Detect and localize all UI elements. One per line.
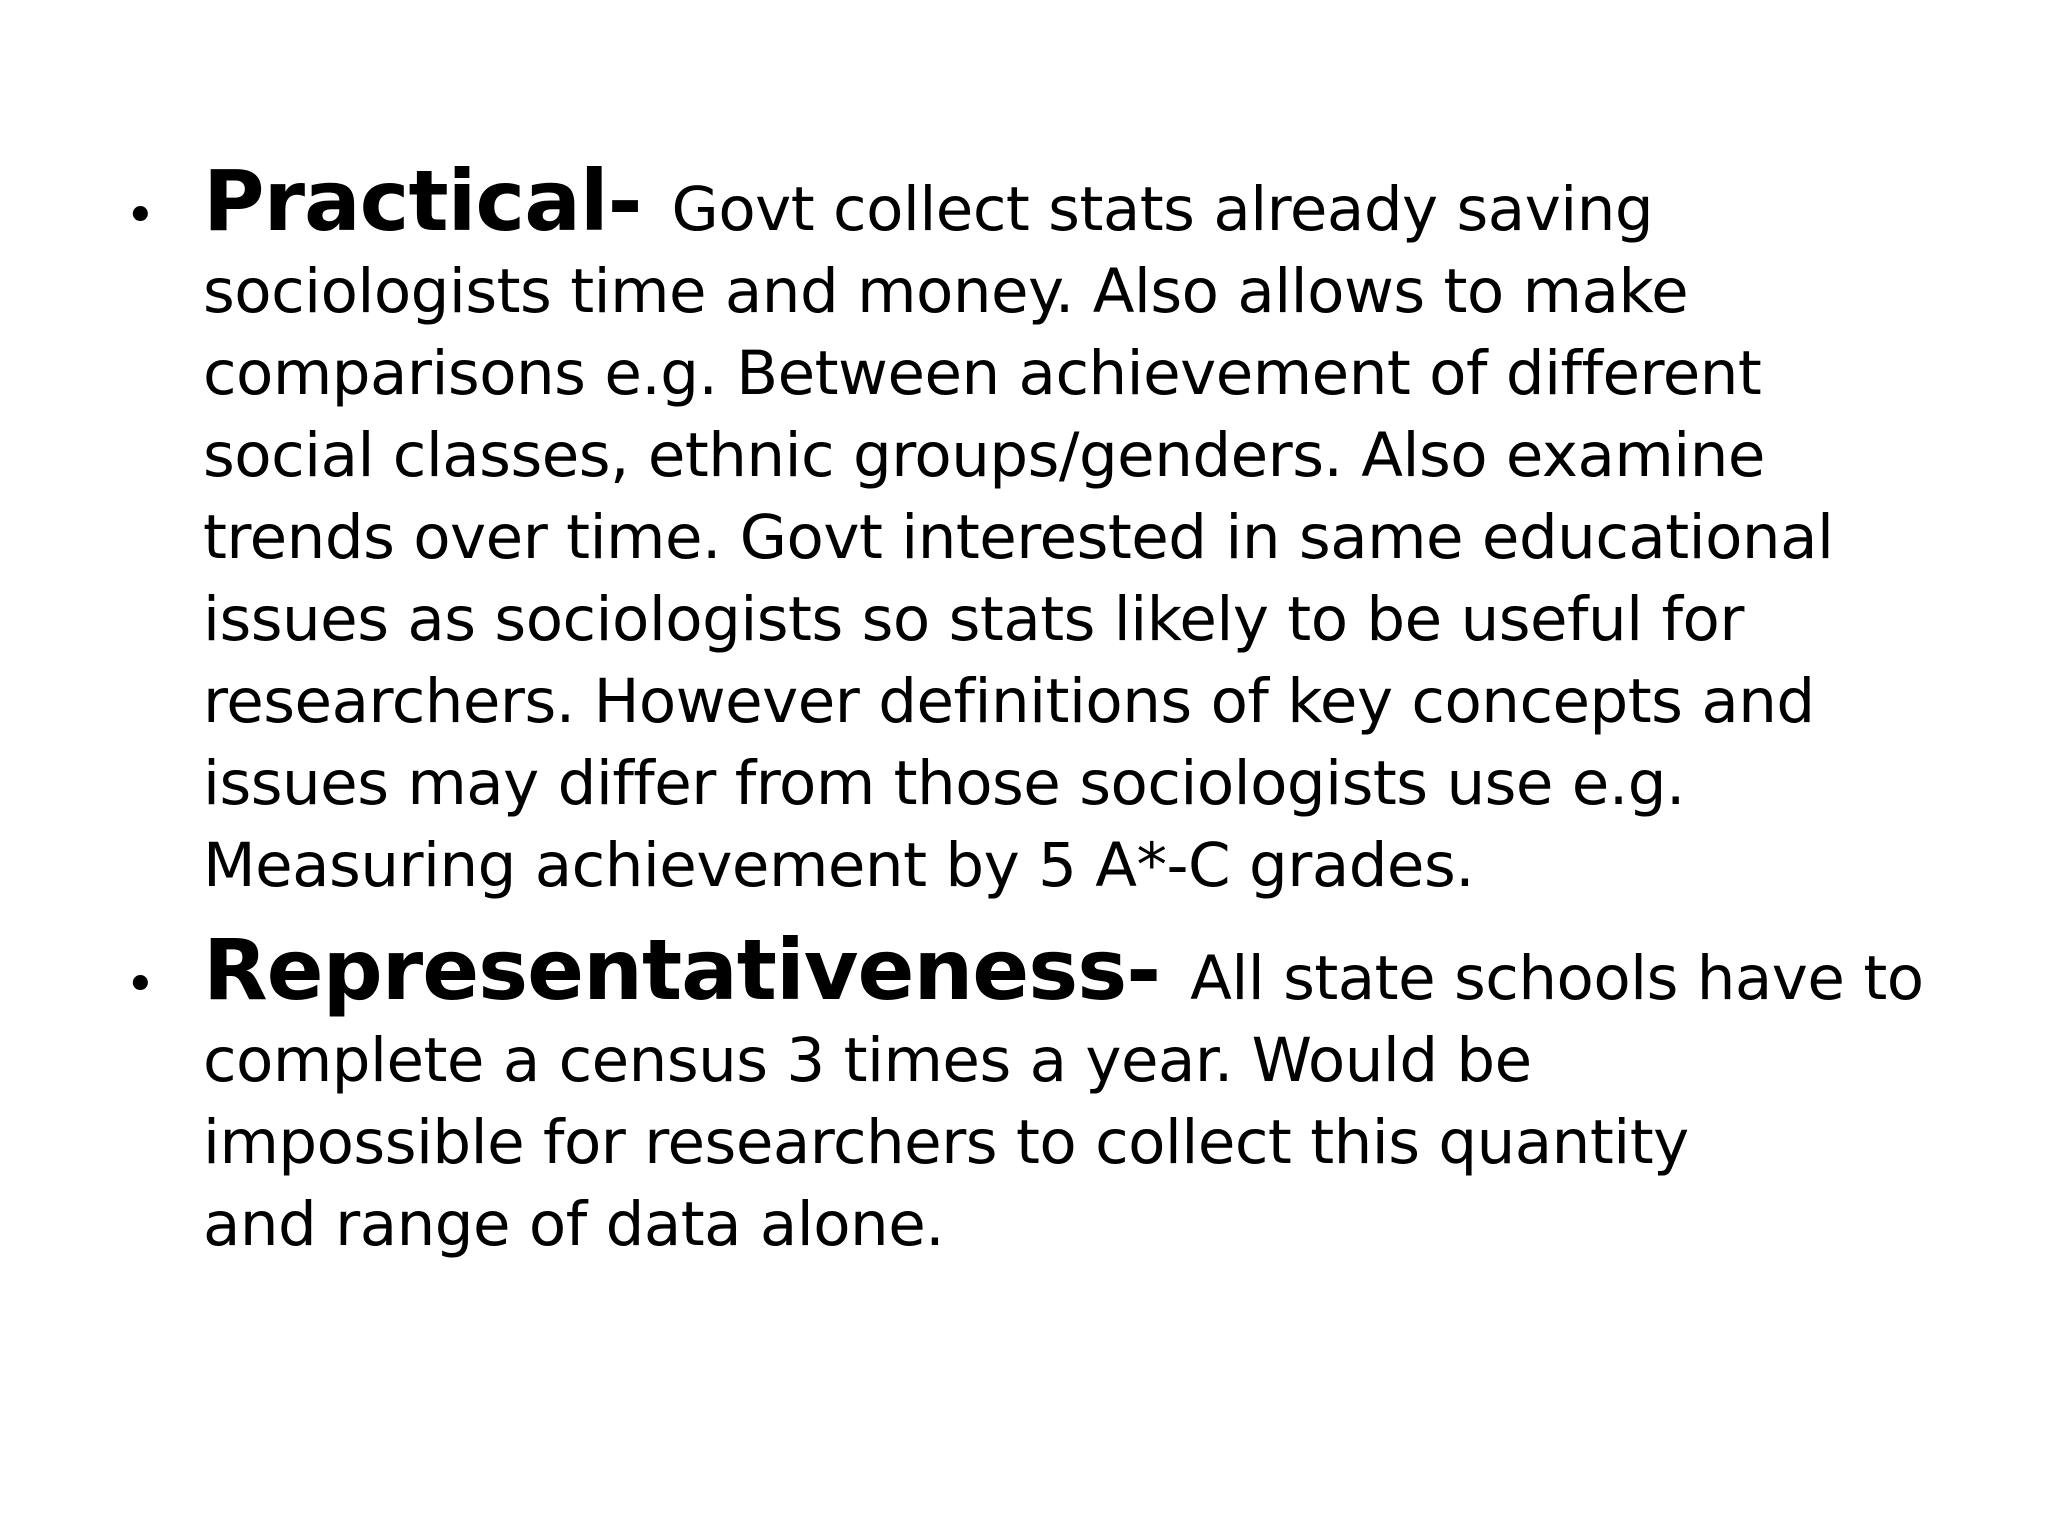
bullet-term: Practical- xyxy=(203,152,642,250)
bullet-list xyxy=(125,152,1965,1266)
bullet-text-line: issues as sociologists so stats likely to be useful for xyxy=(203,584,1744,655)
bullet-text-line: Measuring achievement by 5 A*-C grades. xyxy=(203,830,1475,901)
bullet-text-line: issues may differ from those sociologists use e.g. xyxy=(203,748,1685,819)
bullet-text-line: All state schools have to xyxy=(1190,943,1924,1014)
bullet-marker: • xyxy=(125,186,156,246)
bullet-text-line: social classes, ethnic groups/genders. Also examine xyxy=(203,420,1765,491)
bullet-practical xyxy=(125,152,1965,907)
bullet-first-line xyxy=(203,152,1965,251)
bullet-term: Representativeness- xyxy=(203,921,1161,1019)
bullet-text-line: researchers. However definitions of key concepts and xyxy=(203,666,1815,737)
bullet-text-line: complete a census 3 times a year. Would be xyxy=(203,1025,1532,1096)
bullet-text-line: impossible for researchers to collect this quantity xyxy=(203,1107,1689,1178)
bullet-text-line: trends over time. Govt interested in same educational xyxy=(203,502,1834,573)
bullet-text-line: Govt collect stats already saving xyxy=(671,174,1654,245)
bullet-first-line xyxy=(203,921,1965,1020)
bullet-text-line: comparisons e.g. Between achievement of different xyxy=(203,338,1762,409)
bullet-marker: • xyxy=(125,955,156,1015)
bullet-representativeness xyxy=(125,921,1965,1266)
bullet-text-line: and range of data alone. xyxy=(203,1189,945,1260)
bullet-text-line: sociologists time and money. Also allows to make xyxy=(203,256,1689,327)
